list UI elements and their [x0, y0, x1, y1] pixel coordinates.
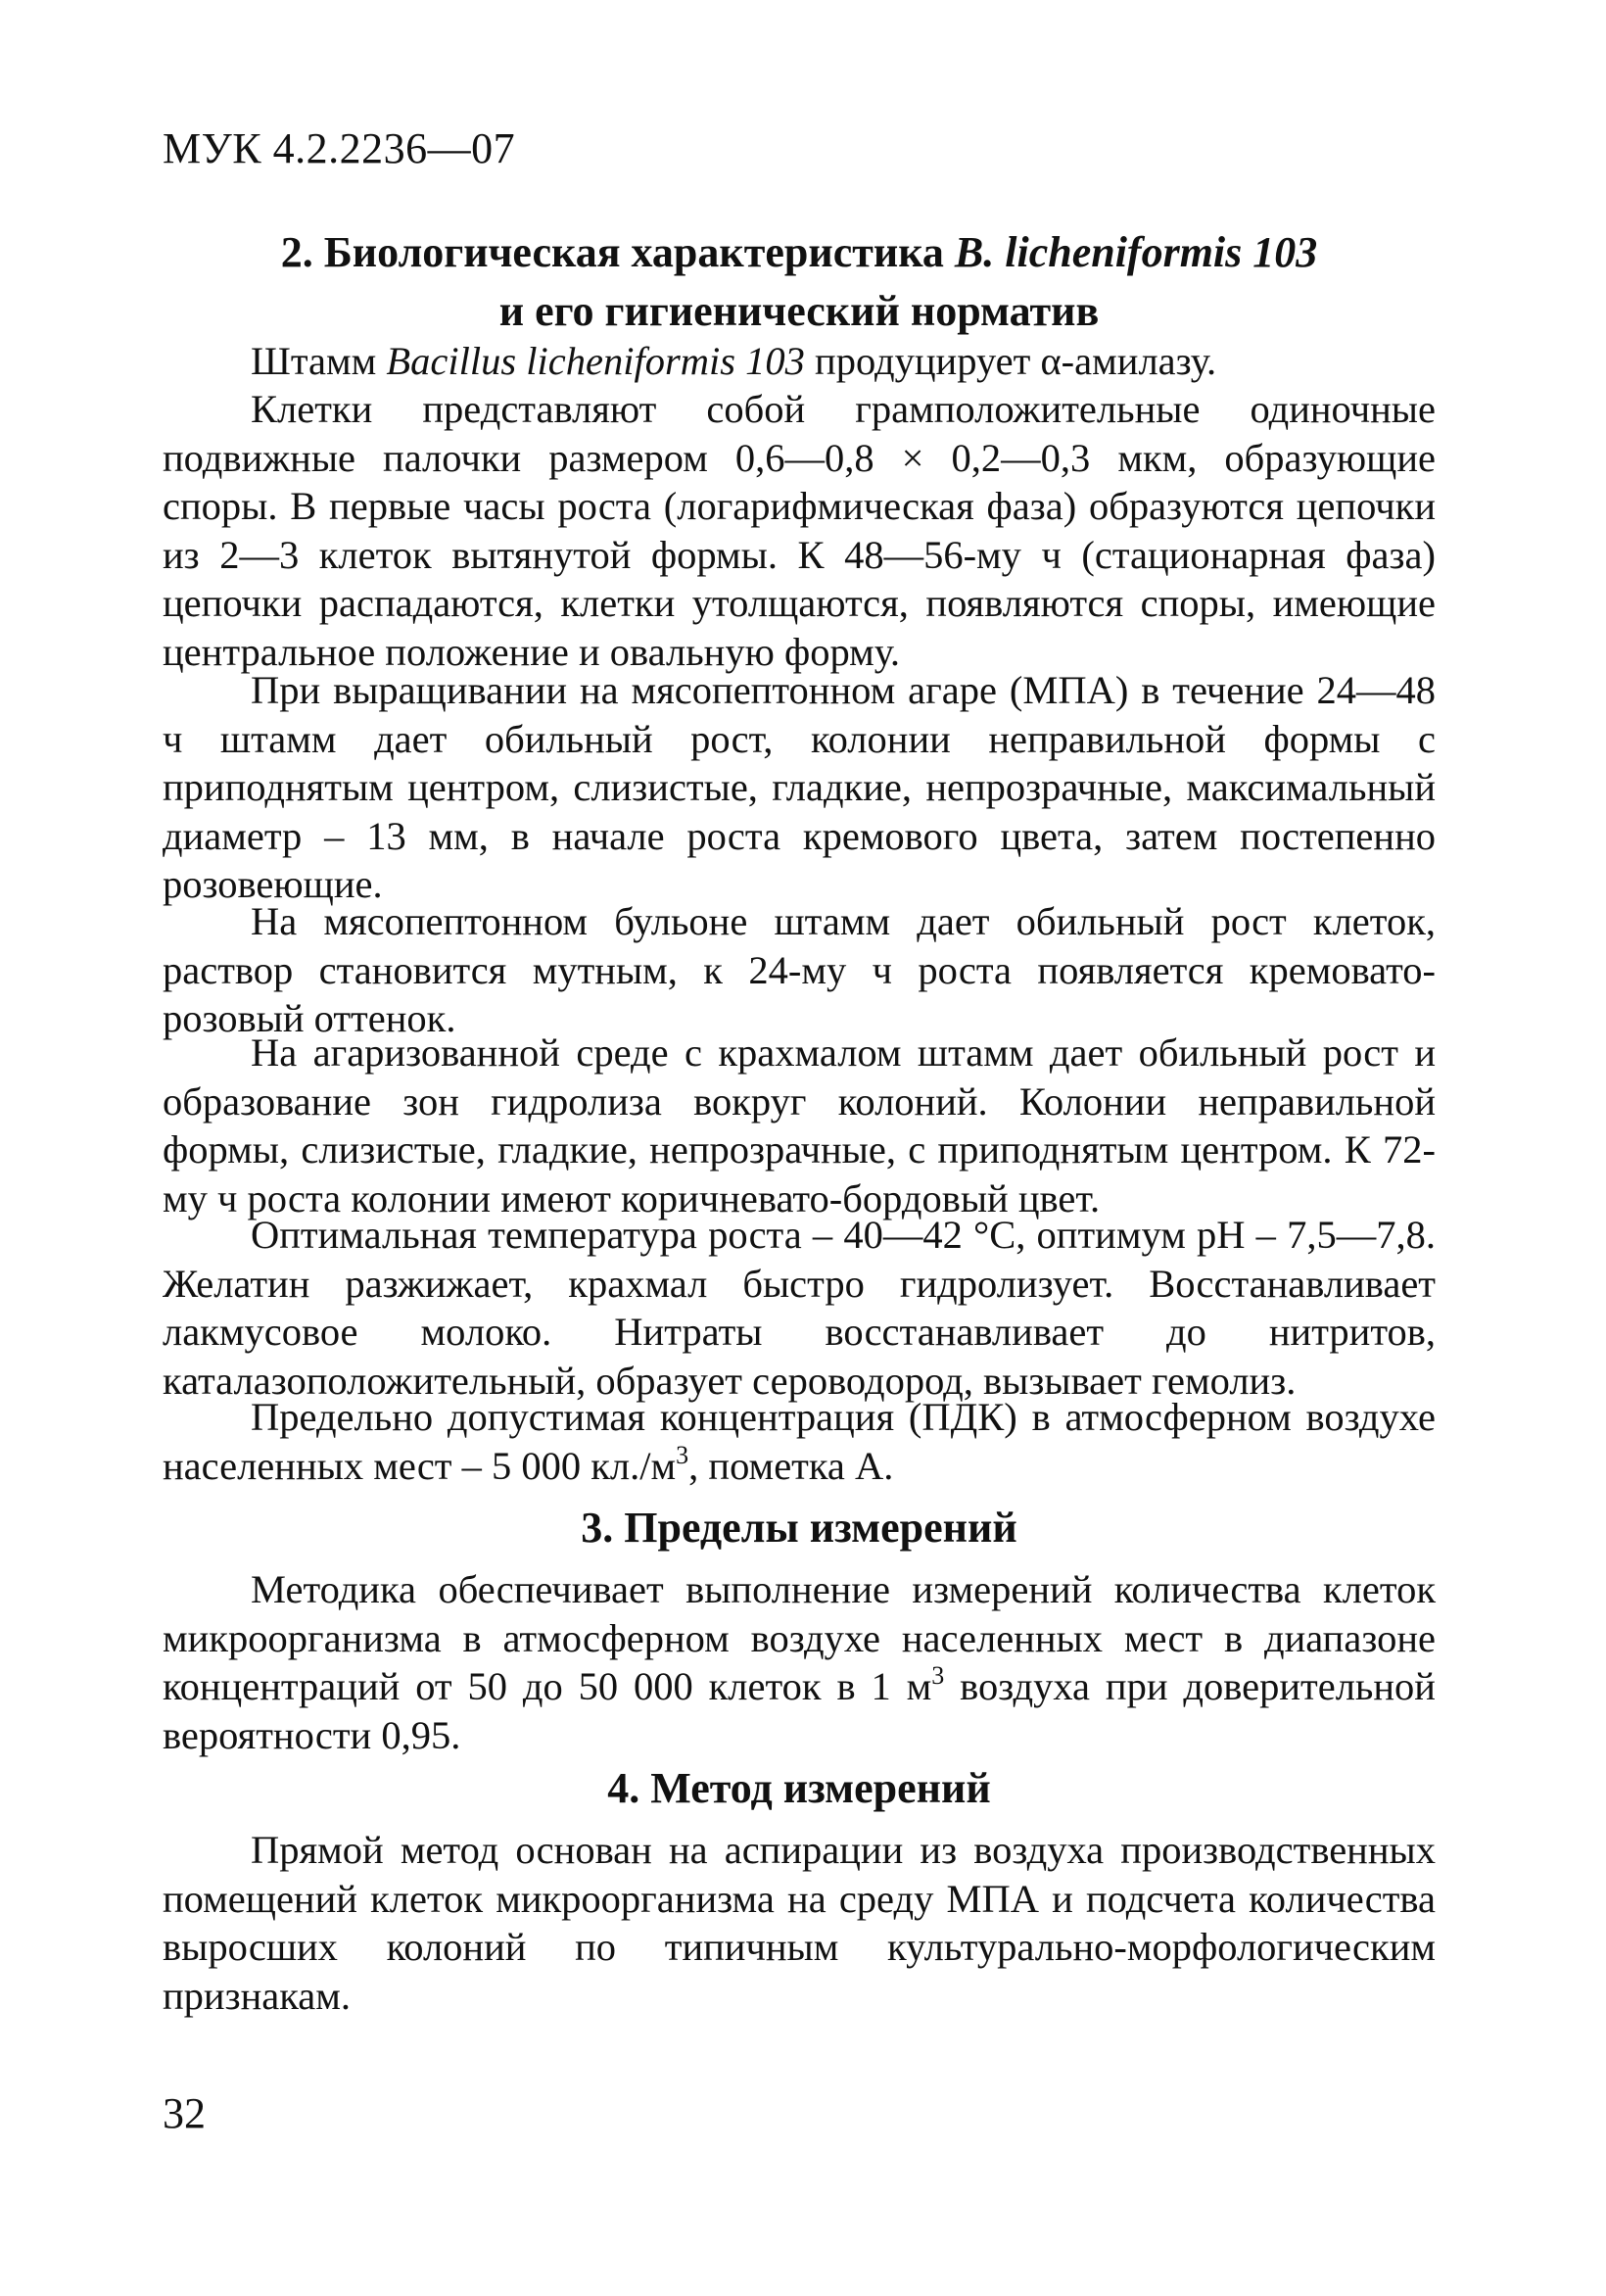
section-2-paragraph-mac — [163, 1393, 1436, 1490]
section-2-paragraph-cells: Клетки представляют собой грамположительные одиночные подвижные палочки размером 0,6—0,8 × 0,2—0,3 мкм, образующие споры. В первые часы роста (логарифмическая фаза) образуются цепочки из 2—3 клеток вытянутой формы. К 48—56-му ч (стационарная фаза) цепочки распадаются, клетки утолщаются, появляются споры, имеющие центральное положение и овальную форму. — [163, 387, 1436, 674]
section-4-paragraph: Прямой метод основан на аспирации из воздуха производственных помещений клеток микроорганизма на среду МПА и подсчета количества выросших колоний по типичным культурально-морфологическим признакам. — [163, 1828, 1436, 2018]
p1-strain-name: Bacillus licheniformis 103 — [386, 339, 805, 383]
p1-text-a: Штамм — [251, 339, 387, 383]
section-2-title-strain: B. licheniformis 103 — [954, 228, 1318, 276]
section-2-title-line2: и его гигиенический норматив — [498, 287, 1100, 335]
section-3-paragraph — [163, 1565, 1436, 1759]
section-3-heading: 3. Пределы измерений — [581, 1504, 1017, 1552]
p8-text-b: воздуха при доверительной вероятности 0,95. — [163, 1664, 1436, 1757]
page-number: 32 — [163, 2089, 206, 2137]
section-4-heading: 4. Метод измерений — [607, 1764, 991, 1812]
section-2-paragraph-mpa: При выращивании на мясопептонном агаре (МПА) в течение 24—48 ч штамм дает обильный рост, колонии неправильной формы с приподнятым центром, слизистые, гладкие, непрозрачные, максимальный диаметр – 13 мм, в начале роста кремового цвета, затем постепенно розовеющие. — [163, 668, 1436, 906]
document-code: МУК 4.2.2236—07 — [163, 124, 516, 172]
section-2-title-prefix: 2. Биологическая характеристика — [280, 228, 955, 276]
p7-text-b: , пометка А. — [688, 1443, 894, 1488]
p1-text-b: продуцирует α-амилазу. — [804, 339, 1217, 383]
section-2-paragraph-starch: На агаризованной среде с крахмалом штамм дает обильный рост и образование зон гидролиза вокруг колоний. Колонии неправильной формы, слизистые, гладкие, непрозрачные, с приподнятым центром. К 72-му ч роста колонии имеют коричневато-бордовый цвет. — [163, 1030, 1436, 1220]
section-2-paragraph-strain — [163, 337, 1436, 386]
p7-superscript: 3 — [676, 1440, 689, 1469]
p8-text-a: Методика обеспечивает выполнение измерений количества клеток микроорганизма в атмосферном воздухе населенных мест в диапазоне концентраций от 50 до 50 000 клеток в 1 м — [163, 1567, 1436, 1708]
section-2-heading — [163, 223, 1436, 341]
section-2-paragraph-temperature: Оптимальная температура роста – 40—42 °С, оптимум рН – 7,5—7,8. Желатин разжижает, крахмал быстро гидролизует. Восстанавливает лакмусовое молоко. Нитраты восстанавливает до нитритов, каталазоположительный, образует сероводород, вызывает гемолиз. — [163, 1213, 1436, 1403]
p7-text-a: Предельно допустимая концентрация (ПДК) в атмосферном воздухе населенных мест – 5 000 кл./м — [163, 1395, 1436, 1488]
section-2-paragraph-broth: На мясопептонном бульоне штамм дает обильный рост клеток, раствор становится мутным, к 24-му ч роста появляется кремовато-розовый оттенок. — [163, 899, 1436, 1040]
p8-superscript: 3 — [931, 1661, 945, 1690]
